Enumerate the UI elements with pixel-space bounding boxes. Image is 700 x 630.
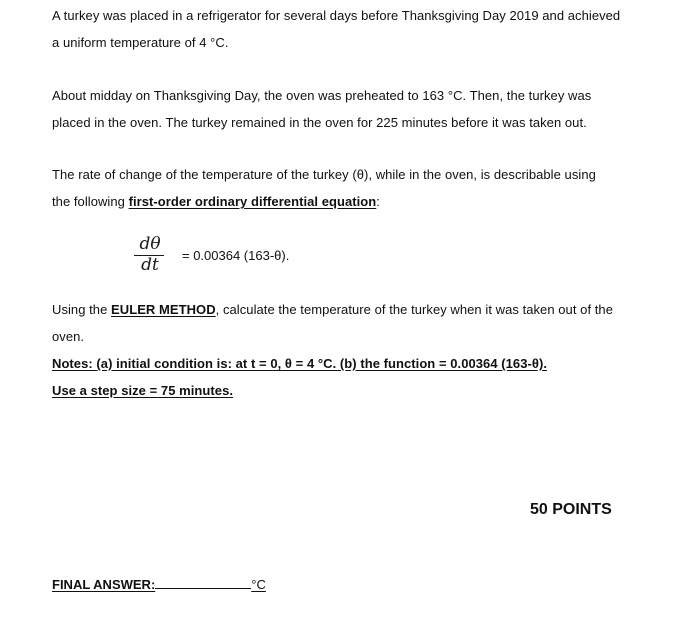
differential-equation [128, 232, 348, 282]
paragraph-3-line-2 [52, 194, 380, 210]
final-answer-row [52, 576, 266, 593]
points-label: 50 POINTS [530, 501, 612, 518]
fraction-denominator: dt [141, 255, 159, 275]
instruction-line-1 [52, 302, 613, 318]
final-answer-label: FINAL ANSWER: [52, 577, 156, 592]
instruction-suffix: , calculate the temperature of the turkey when it was taken out of the [215, 302, 613, 317]
answer-blank [155, 576, 251, 589]
paragraph-1-line-1: A turkey was placed in a refrigerator for several days before Thanksgiving Day 2019 and achieved [52, 8, 621, 23]
derivative-fraction [128, 232, 172, 278]
ode-term: first-order ordinary differential equation [128, 194, 377, 209]
equation-rhs: = 0.00364 (163-θ). [182, 248, 290, 263]
paragraph-3-suffix: : [376, 194, 380, 209]
paragraph-3-prefix: the following [52, 194, 129, 209]
paragraph-1-line-2: a uniform temperature of 4 °C. [52, 35, 229, 50]
instruction-line-2: oven. [52, 329, 85, 344]
paragraph-3-line-1: The rate of change of the temperature of the turkey (θ), while in the oven, is describable using [52, 167, 596, 182]
instruction-prefix: Using the [52, 302, 112, 317]
euler-method-term: EULER METHOD [111, 302, 216, 317]
fraction-numerator: dθ [139, 234, 161, 254]
answer-unit: °C [251, 577, 266, 592]
paragraph-2-line-2: placed in the oven. The turkey remained in the oven for 225 minutes before it was taken out. [52, 115, 587, 130]
paragraph-2-line-1: About midday on Thanksgiving Day, the oven was preheated to 163 °C. Then, the turkey was [52, 88, 592, 103]
step-size-line: Use a step size = 75 minutes. [52, 383, 234, 398]
notes-line: Notes: (a) initial condition is: at t = 0, θ = 4 °C. (b) the function = 0.00364 (163-θ). [52, 356, 547, 371]
